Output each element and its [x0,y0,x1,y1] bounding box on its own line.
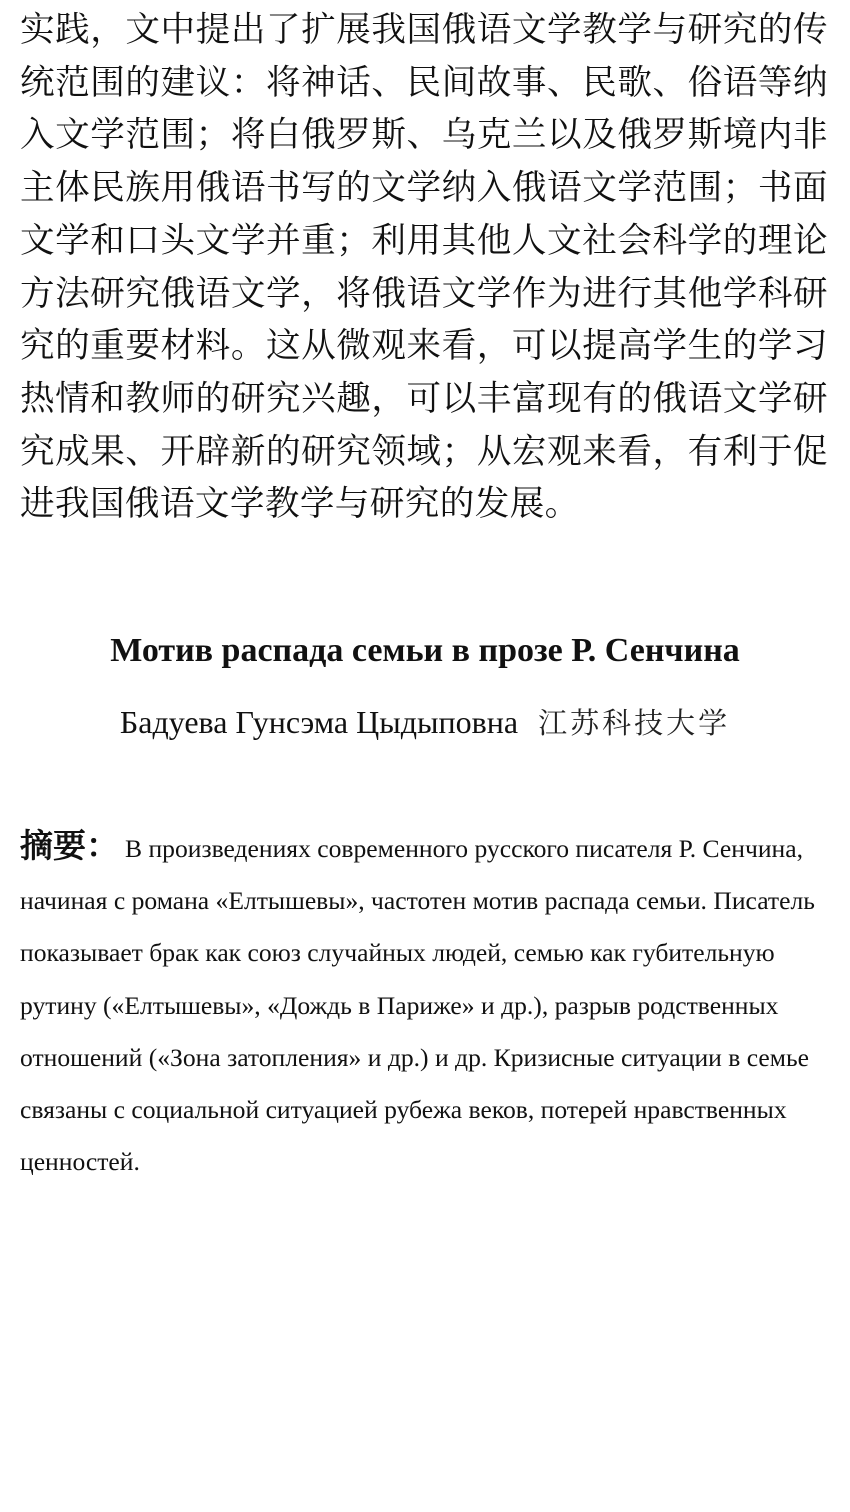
abstract-label: 摘要： [20,826,119,865]
intro-paragraph: 实践，文中提出了扩展我国俄语文学教学与研究的传统范围的建议：将神话、民间故事、民歌、俗语等纳入文学范围；将白俄罗斯、乌克兰以及俄罗斯境内非主体民族用俄语书写的文学纳入俄语文学范围；书面文学和口头文学并重；利用其他人文社会科学的理论方法研究俄语文学，将俄语文学作为进行其他学科研究的重要材料。这从微观来看，可以提高学生的学习热情和教师的研究兴趣，可以丰富现有的俄语文学研究成果、开辟新的研究领域；从宏观来看，有利于促进我国俄语文学教学与研究的发展。 [20,10,828,525]
abstract-text: В произведениях современного русского писателя Р. Сенчина, начиная с романа «Елтышевы», частотен мотив распада семьи. Писатель показывает брак как союз случайных людей, семью как губительную рутину («Елтышевы», «Дождь в Париже» и др.), разрыв родственных отношений («Зона затопления» и др.) и др. Кризисные ситуации в семье связаны с социальной ситуацией рубежа веков, потерей нравственных ценностей. [20,834,815,1177]
article-title: Мотив распада семьи в прозе Р. Сенчина [110,632,740,669]
author-line [0,700,850,745]
abstract [20,820,828,1188]
author-affiliation: 江苏科技大学 [538,706,731,740]
author-name: Бадуева Гунсэма Цыдыповна [119,704,519,740]
